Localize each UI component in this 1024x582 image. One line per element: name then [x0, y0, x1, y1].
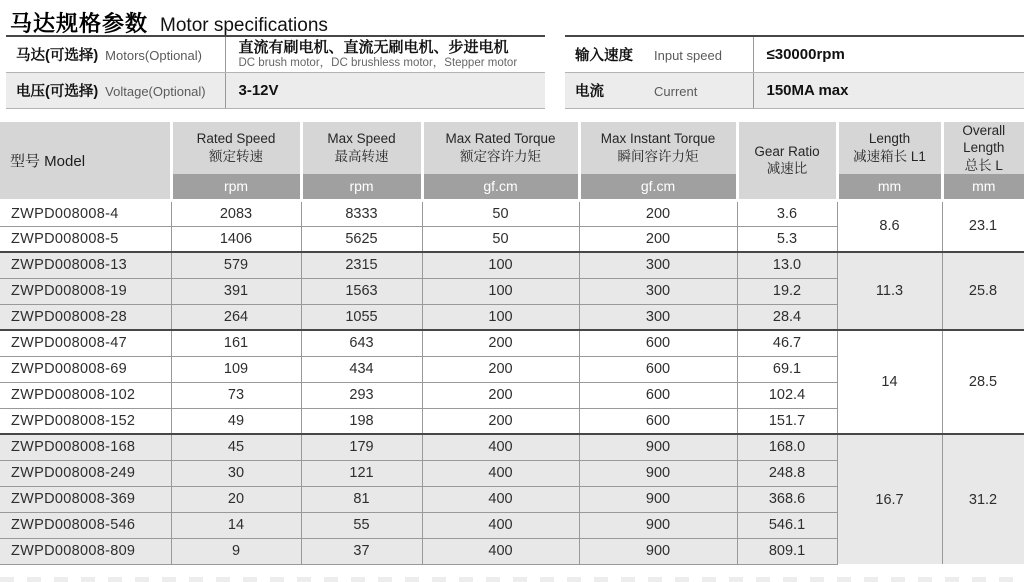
page-title-zh: 马达规格参数 — [10, 11, 149, 36]
ratio-cell: 3.6 — [737, 200, 837, 226]
max-speed-en: Max Speed — [327, 131, 396, 147]
mrt-cell: 200 — [422, 356, 579, 382]
current-label — [565, 72, 753, 108]
max-speed-zh: 最高转速 — [334, 148, 389, 164]
ratio-cell: 248.8 — [737, 460, 837, 486]
overall-merged-cell: 31.2 — [942, 434, 1024, 564]
model-cell: ZWPD008008-5 — [0, 226, 171, 252]
rated-cell: 161 — [171, 330, 301, 356]
input-speed-label-en: Input speed — [654, 47, 722, 63]
ratio-cell: 69.1 — [737, 356, 837, 382]
col-header-max-instant-torque — [579, 122, 737, 175]
spec-row — [0, 434, 1024, 460]
rated-cell: 30 — [171, 460, 301, 486]
max-rated-torque-en: Max Rated Torque — [445, 131, 556, 147]
ratio-cell: 28.4 — [737, 304, 837, 330]
mrt-cell: 400 — [422, 434, 579, 460]
model-cell: ZWPD008008-168 — [0, 434, 171, 460]
max-cell: 5625 — [301, 226, 422, 252]
mit-cell: 900 — [579, 460, 737, 486]
rated-cell: 109 — [171, 356, 301, 382]
max-cell: 121 — [301, 460, 422, 486]
col-header-gear-ratio — [737, 122, 837, 201]
mrt-cell: 100 — [422, 278, 579, 304]
mit-cell: 900 — [579, 486, 737, 512]
col-header-max-rated-torque — [422, 122, 579, 175]
overall-merged-cell: 25.8 — [942, 252, 1024, 330]
rated-cell: 14 — [171, 512, 301, 538]
max-cell: 1055 — [301, 304, 422, 330]
length-en: Length — [868, 131, 911, 147]
col-header-model: 型号 Model — [0, 122, 171, 201]
ratio-cell: 19.2 — [737, 278, 837, 304]
max-cell: 1563 — [301, 278, 422, 304]
info-tables — [0, 35, 1024, 109]
rated-cell: 579 — [171, 252, 301, 278]
motors-value-zh: 直流有刷电机、直流无刷电机、步进电机 — [238, 38, 509, 56]
voltage-row — [6, 72, 545, 108]
mit-cell: 900 — [579, 512, 737, 538]
model-cell: ZWPD008008-809 — [0, 538, 171, 564]
rated-cell: 1406 — [171, 226, 301, 252]
mit-cell: 300 — [579, 304, 737, 330]
ratio-cell: 546.1 — [737, 512, 837, 538]
voltage-value: 3-12V — [225, 72, 545, 108]
max-cell: 198 — [301, 408, 422, 434]
length-zh: 减速箱长 L1 — [853, 148, 926, 164]
spec-row — [0, 252, 1024, 278]
max-cell: 434 — [301, 356, 422, 382]
max-cell: 2315 — [301, 252, 422, 278]
ratio-cell: 168.0 — [737, 434, 837, 460]
page-title — [0, 0, 1024, 36]
col-header-rated-speed — [171, 122, 301, 175]
unit-max-speed: rpm — [301, 174, 422, 200]
mit-cell: 300 — [579, 252, 737, 278]
col-header-max-speed — [301, 122, 422, 175]
current-row — [565, 72, 1024, 108]
spec-table-header — [0, 122, 1024, 201]
rated-cell: 73 — [171, 382, 301, 408]
mit-cell: 300 — [579, 278, 737, 304]
speed-current-table — [565, 35, 1024, 109]
voltage-label-zh: 电压(可选择) — [16, 83, 99, 100]
ratio-cell: 151.7 — [737, 408, 837, 434]
overall-length-zh: 总长 L — [964, 157, 1003, 173]
rated-cell: 2083 — [171, 200, 301, 226]
mrt-cell: 400 — [422, 538, 579, 564]
model-cell: ZWPD008008-369 — [0, 486, 171, 512]
rated-cell: 391 — [171, 278, 301, 304]
max-cell: 8333 — [301, 200, 422, 226]
ratio-cell: 102.4 — [737, 382, 837, 408]
model-cell: ZWPD008008-249 — [0, 460, 171, 486]
ratio-cell: 368.6 — [737, 486, 837, 512]
unit-max-instant-torque: gf.cm — [579, 174, 737, 200]
input-speed-value: ≤30000rpm — [753, 36, 1024, 72]
overall-length-en: Overall Length — [962, 122, 1006, 156]
unit-rated-speed: rpm — [171, 174, 301, 200]
motors-value-en: DC brush motor，DC brushless motor，Stepper motor — [238, 56, 518, 69]
mrt-cell: 400 — [422, 486, 579, 512]
motors-row — [6, 36, 545, 72]
mit-cell: 900 — [579, 434, 737, 460]
mrt-cell: 400 — [422, 512, 579, 538]
input-speed-row — [565, 36, 1024, 72]
rated-cell: 9 — [171, 538, 301, 564]
length-merged-cell: 11.3 — [837, 252, 942, 330]
model-cell: ZWPD008008-152 — [0, 408, 171, 434]
motors-label-en: Motors(Optional) — [105, 47, 202, 63]
mit-cell: 600 — [579, 356, 737, 382]
model-cell: ZWPD008008-28 — [0, 304, 171, 330]
voltage-label — [6, 72, 225, 108]
mrt-cell: 50 — [422, 200, 579, 226]
rated-cell: 20 — [171, 486, 301, 512]
mrt-cell: 100 — [422, 304, 579, 330]
ratio-cell: 809.1 — [737, 538, 837, 564]
unit-max-rated-torque: gf.cm — [422, 174, 579, 200]
motor-voltage-table — [6, 35, 545, 109]
gear-ratio-zh: 减速比 — [766, 161, 808, 177]
rated-cell: 49 — [171, 408, 301, 434]
max-instant-torque-zh: 瞬间容许力矩 — [617, 148, 699, 164]
rated-speed-zh: 额定转速 — [209, 148, 263, 164]
model-cell: ZWPD008008-13 — [0, 252, 171, 278]
mrt-cell: 100 — [422, 252, 579, 278]
mrt-cell: 400 — [422, 460, 579, 486]
ratio-cell: 5.3 — [737, 226, 837, 252]
overall-merged-cell: 23.1 — [942, 200, 1024, 252]
max-cell: 55 — [301, 512, 422, 538]
spec-row — [0, 330, 1024, 356]
mit-cell: 200 — [579, 226, 737, 252]
model-cell: ZWPD008008-19 — [0, 278, 171, 304]
mrt-cell: 200 — [422, 330, 579, 356]
gear-ratio-en: Gear Ratio — [754, 143, 820, 159]
input-speed-label-zh: 输入速度 — [575, 47, 633, 64]
ratio-cell: 46.7 — [737, 330, 837, 356]
rated-cell: 45 — [171, 434, 301, 460]
spec-table — [0, 122, 1024, 565]
max-cell: 293 — [301, 382, 422, 408]
length-merged-cell: 8.6 — [837, 200, 942, 252]
mit-cell: 600 — [579, 408, 737, 434]
mrt-cell: 200 — [422, 408, 579, 434]
voltage-label-en: Voltage(Optional) — [105, 83, 206, 99]
mit-cell: 600 — [579, 330, 737, 356]
ratio-cell: 13.0 — [737, 252, 837, 278]
cropped-next-section-strip — [0, 577, 1024, 582]
max-cell: 179 — [301, 434, 422, 460]
motors-value — [225, 36, 545, 72]
unit-length: mm — [837, 174, 942, 200]
max-cell: 81 — [301, 486, 422, 512]
mit-cell: 200 — [579, 200, 737, 226]
mrt-cell: 50 — [422, 226, 579, 252]
unit-overall-length: mm — [942, 174, 1024, 200]
current-label-en: Current — [654, 83, 698, 99]
spec-table-body — [0, 200, 1024, 564]
page-title-en: Motor specifications — [160, 15, 328, 36]
max-rated-torque-zh: 额定容许力矩 — [460, 148, 541, 164]
model-cell: ZWPD008008-47 — [0, 330, 171, 356]
max-cell: 37 — [301, 538, 422, 564]
length-merged-cell: 16.7 — [837, 434, 942, 564]
mit-cell: 900 — [579, 538, 737, 564]
length-merged-cell: 14 — [837, 330, 942, 434]
model-cell: ZWPD008008-546 — [0, 512, 171, 538]
spec-row — [0, 200, 1024, 226]
mrt-cell: 200 — [422, 382, 579, 408]
model-cell: ZWPD008008-4 — [0, 200, 171, 226]
model-cell: ZWPD008008-69 — [0, 356, 171, 382]
model-cell: ZWPD008008-102 — [0, 382, 171, 408]
current-label-zh: 电流 — [575, 83, 604, 100]
current-value: 150MA max — [753, 72, 1024, 108]
max-cell: 643 — [301, 330, 422, 356]
motors-label-zh: 马达(可选择) — [16, 47, 99, 64]
rated-cell: 264 — [171, 304, 301, 330]
input-speed-label — [565, 36, 753, 72]
motors-label — [6, 36, 225, 72]
max-instant-torque-en: Max Instant Torque — [600, 131, 716, 147]
col-header-overall-length — [942, 122, 1024, 175]
overall-merged-cell: 28.5 — [942, 330, 1024, 434]
mit-cell: 600 — [579, 382, 737, 408]
rated-speed-en: Rated Speed — [196, 131, 276, 147]
col-header-length — [837, 122, 942, 175]
